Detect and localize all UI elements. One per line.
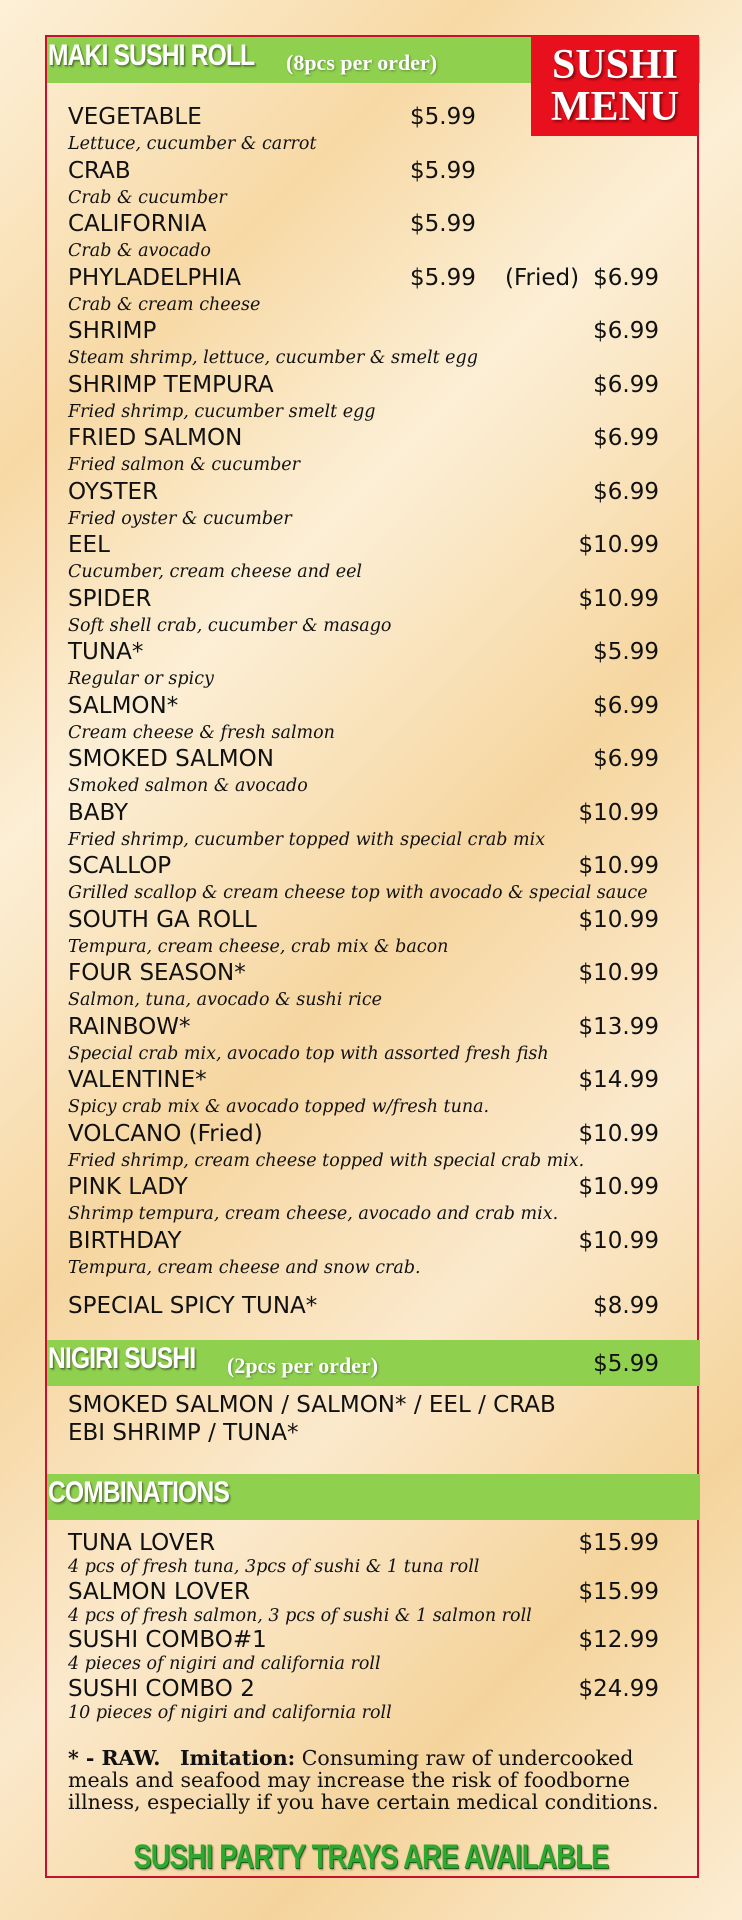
maki-item-desc: Crab & cucumber	[68, 187, 227, 208]
maki-item-price: $5.99	[410, 104, 476, 130]
combo-item-price: $15.99	[578, 1578, 659, 1605]
maki-item-price: $5.99	[410, 157, 476, 184]
maki-item-desc: Tempura, cream cheese, crab mix & bacon	[68, 936, 449, 957]
maki-item-price: $6.99	[593, 371, 659, 398]
maki-item-desc: Lettuce, cucumber & carrot	[68, 134, 317, 154]
combo-item-name: SUSHI COMBO 2	[68, 1675, 255, 1702]
maki-item-name: VEGETABLE	[68, 104, 202, 130]
combo-item-name: SALMON LOVER	[68, 1578, 250, 1605]
maki-item-name: CALIFORNIA	[68, 211, 207, 237]
combo-item-desc: 4 pcs of fresh salmon, 3 pcs of sushi & 1 salmon roll	[68, 1605, 532, 1626]
nigiri-line-1: SMOKED SALMON / SALMON* / EEL / CRAB	[68, 1392, 556, 1418]
maki-item-price: $6.99	[593, 692, 659, 719]
combo-item-desc: 10 pieces of nigiri and california roll	[68, 1702, 392, 1723]
maki-item-price: $14.99	[578, 1067, 659, 1093]
maki-item-desc: Crab & avocado	[68, 241, 211, 261]
maki-item-desc: Fried shrimp, cucumber smelt egg	[68, 401, 376, 422]
maki-item-name: SHRIMP	[68, 318, 157, 344]
special-item-name: SPECIAL SPICY TUNA*	[68, 1293, 318, 1319]
maki-item-name: PHYLADELPHIA	[68, 264, 242, 291]
maki-item-price: $6.99	[593, 478, 659, 505]
maki-item-name: SALMON*	[68, 692, 179, 719]
maki-item-price: $10.99	[578, 1120, 659, 1147]
maki-item-price: $10.99	[578, 906, 659, 933]
special-item-price: $8.99	[593, 1293, 659, 1319]
maki-item-price: $10.99	[578, 799, 659, 826]
maki-item-desc: Salmon, tuna, avocado & sushi rice	[68, 990, 382, 1010]
raw-warning-note	[68, 1747, 688, 1813]
maki-item-desc: Grilled scallop & cream cheese top with avocado & special sauce	[68, 883, 648, 903]
maki-item-name: BABY	[68, 799, 129, 826]
maki-item-desc: Special crab mix, avocado top with assorted fresh fish	[68, 1043, 549, 1064]
maki-item-price: $5.99	[593, 639, 659, 665]
combo-item-price: $15.99	[578, 1530, 659, 1556]
maki-item-desc: Cream cheese & fresh salmon	[68, 722, 335, 743]
maki-item-price: $10.99	[578, 585, 659, 612]
maki-item-name: FRIED SALMON	[68, 425, 243, 451]
party-trays-banner: SUSHI PARTY TRAYS ARE AVAILABLE	[133, 1838, 609, 1876]
maki-item-desc: Fried salmon & cucumber	[68, 455, 301, 475]
maki-item-desc: Smoked salmon & avocado	[68, 776, 308, 796]
maki-item-name: VALENTINE*	[68, 1067, 207, 1093]
maki-item-price: $10.99	[578, 1227, 659, 1254]
maki-item-desc: Cucumber, cream cheese and eel	[68, 562, 363, 582]
maki-item-name: EEL	[68, 532, 110, 558]
maki-item-price: $10.99	[578, 532, 659, 558]
maki-item-desc: Spicy crab mix & avocado topped w/fresh tuna.	[68, 1097, 490, 1117]
maki-item-name: TUNA*	[68, 639, 144, 665]
nigiri-price: $5.99	[593, 1351, 659, 1377]
maki-item-price: $5.99	[410, 264, 476, 291]
maki-item-price: $13.99	[578, 1013, 659, 1040]
maki-item-name: FOUR SEASON*	[68, 960, 246, 986]
maki-item-price: $6.99	[593, 425, 659, 451]
raw-label: * - RAW.	[68, 1746, 161, 1770]
combo-item-name: SUSHI COMBO#1	[68, 1627, 267, 1653]
menu-badge-line2: MENU	[550, 84, 680, 130]
maki-item-desc: Fried shrimp, cucumber topped with special crab mix	[68, 829, 546, 850]
maki-item-price: $10.99	[578, 1174, 659, 1200]
maki-item-name: SMOKED SALMON	[68, 746, 274, 772]
menu-badge-line1: SUSHI	[551, 42, 679, 88]
maki-item-desc: Fried shrimp, cream cheese topped with special crab mix.	[68, 1150, 585, 1171]
combo-item-price: $24.99	[578, 1675, 659, 1702]
maki-item-name: SOUTH GA ROLL	[68, 906, 257, 933]
maki-item-desc: Crab & cream cheese	[68, 294, 261, 315]
combo-item-desc: 4 pcs of fresh tuna, 3pcs of sushi & 1 tuna roll	[68, 1557, 480, 1577]
maki-item-price: $5.99	[410, 211, 476, 237]
maki-item-name: OYSTER	[68, 478, 159, 505]
imitation-label: Imitation:	[179, 1746, 296, 1770]
maki-subtitle: (8pcs per order)	[286, 50, 438, 75]
warning-text: Consuming raw of undercooked meals and seafood may increase the risk of foodborne illness, especially if you have certain medical conditions.	[68, 1746, 659, 1814]
maki-item-desc: Tempura, cream cheese and snow crab.	[68, 1257, 421, 1278]
maki-item-price: $6.99	[593, 318, 659, 344]
maki-item-desc: Soft shell crab, cucumber & masago	[68, 615, 392, 636]
maki-item-name: SHRIMP TEMPURA	[68, 371, 274, 398]
maki-item-price: $10.99	[578, 853, 659, 879]
combos-title: COMBINATIONS	[48, 1476, 230, 1509]
maki-item-name: BIRTHDAY	[68, 1227, 182, 1254]
maki-item-name: CRAB	[68, 157, 131, 184]
maki-item-price: $6.99	[593, 746, 659, 772]
maki-item-price: $10.99	[578, 960, 659, 986]
nigiri-title: NIGIRI SUSHI	[48, 1342, 196, 1375]
maki-item-desc: Fried oyster & cucumber	[68, 508, 292, 529]
combo-item-name: TUNA LOVER	[68, 1530, 216, 1556]
maki-item-name: VOLCANO (Fried)	[68, 1120, 263, 1147]
nigiri-line-2: EBI SHRIMP / TUNA*	[68, 1420, 299, 1446]
maki-item-desc: Regular or spicy	[68, 669, 214, 689]
maki-item-name: RAINBOW*	[68, 1013, 191, 1040]
maki-item-fried-price: $6.99	[593, 264, 659, 291]
maki-item-desc: Shrimp tempura, cream cheese, avocado and crab mix.	[68, 1204, 559, 1224]
maki-item-desc: Steam shrimp, lettuce, cucumber & smelt egg	[68, 348, 478, 368]
maki-item-name: PINK LADY	[68, 1174, 188, 1200]
maki-title: MAKI SUSHI ROLL	[48, 39, 255, 72]
maki-item-fried-label: (Fried)	[505, 264, 580, 291]
combo-item-price: $12.99	[578, 1627, 659, 1653]
sushi-menu-badge	[531, 36, 699, 136]
nigiri-subtitle: (2pcs per order)	[227, 1353, 379, 1378]
maki-item-name: SPIDER	[68, 585, 152, 612]
combo-item-desc: 4 pieces of nigiri and california roll	[68, 1654, 381, 1674]
maki-item-name: SCALLOP	[68, 853, 172, 879]
